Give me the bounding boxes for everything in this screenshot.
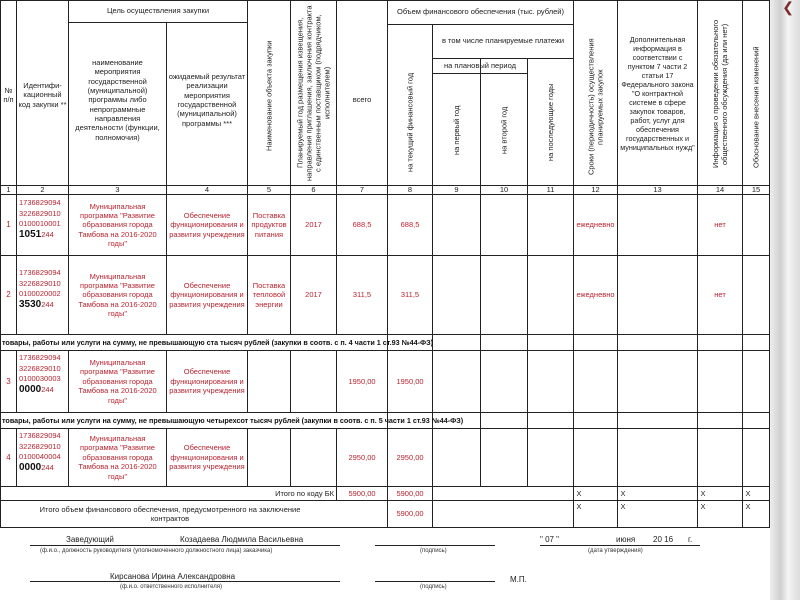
program-event-header: наименование мероприятия государственной (муниципальной) программы либо непрограммные направления деятельности (функции, полномочия) xyxy=(75,57,160,142)
rule xyxy=(16,428,17,486)
caption: (подпись) xyxy=(420,548,447,554)
rule xyxy=(290,350,291,412)
rule xyxy=(387,24,573,25)
row-number: 1 xyxy=(6,220,11,229)
signature-line xyxy=(30,581,340,582)
purchase-code: 1736829094 3226829010 0100040004 0000244 xyxy=(19,431,61,473)
date-year: 20 16 xyxy=(653,535,674,544)
rule xyxy=(290,428,291,486)
grand-total-label: Итого объем финансового обеспечения, предусмотренного на заключение контрактов xyxy=(39,504,301,523)
signature-line xyxy=(30,545,340,546)
program-name: Муниципальная программа "Развитие образования города Тамбова на 2016-2020 годы" xyxy=(78,271,157,319)
discussion: нет xyxy=(714,220,726,230)
col-num: 12 xyxy=(591,186,600,194)
current-year-amount: 2950,00 xyxy=(396,452,424,462)
finance-group-header: Объем финансового обеспечения (тыс. рублей) xyxy=(397,7,564,17)
row-number: 4 xyxy=(6,452,11,462)
rule xyxy=(68,428,69,486)
purchase-code-header: Идентифи-кационный код закупки ** xyxy=(18,80,67,109)
expected-result-header: ожидаемый результат реализации мероприятия государственной (муниципальной) программы *** xyxy=(168,71,246,128)
discussion: нет xyxy=(714,290,726,300)
grand-total: 5900,00 xyxy=(396,509,424,519)
purpose-group-header: Цель осуществления закупки xyxy=(106,6,210,16)
rule xyxy=(617,0,618,527)
rule xyxy=(166,22,167,334)
year-header: Планируемый год размещения извещения, направления приглашения, заключения контракта с единственным поставщиком (подрядчиком, исполнителем) xyxy=(295,5,332,181)
col-num: 13 xyxy=(653,186,662,194)
rule xyxy=(166,428,167,486)
head-position: Заведующий xyxy=(66,535,114,544)
periodicity: ежедневно xyxy=(576,220,615,230)
rule xyxy=(0,194,770,195)
rule xyxy=(0,0,770,1)
signature-line xyxy=(375,545,495,546)
signature-line xyxy=(375,581,495,582)
current-year-amount: 688,5 xyxy=(400,220,420,230)
x-mark: X xyxy=(620,502,626,512)
total-amount: 688,5 xyxy=(352,220,372,230)
rule xyxy=(0,412,770,413)
x-mark: X xyxy=(576,488,582,498)
purchase-object: Поставка тепловой энергии xyxy=(252,280,286,309)
row-number: 2 xyxy=(6,290,11,299)
planned-period-header: на плановый период xyxy=(444,61,516,71)
expected-result: Обеспечение функционирования и развития учреждения xyxy=(169,367,245,396)
planned-payments-header: в том числе планируемые платежи xyxy=(441,36,565,46)
additional-info-header: Дополнительная информация в соответствии с пунктом 7 части 2 статьи 17 Федерального закона "О контрактной системе в сфере закупок товаров, работ, услуг для обеспечения государственных и муниципальных нужд" xyxy=(620,34,695,152)
second-year-header: на второй год xyxy=(499,106,509,154)
change-reason-header: Обоснование внесения изменений xyxy=(751,46,761,168)
object-header: Наименование объекта закупки xyxy=(264,40,274,152)
x-mark: X xyxy=(700,502,706,512)
program-name: Муниципальная программа "Развитие образования города Тамбова на 2016-2020 годы" xyxy=(78,201,157,249)
purchase-code: 1736829094 3226829010 0100020002 3530244 xyxy=(19,268,61,310)
rule xyxy=(68,22,247,23)
program-name: Муниципальная программа "Развитие образования города Тамбова на 2016-2020 годы" xyxy=(78,434,157,481)
rule xyxy=(68,350,69,412)
col-num: 9 xyxy=(454,186,459,194)
section-title: товары, работы или услуги на сумму, не превышающую четырехсот тысяч рублей (закупки в соотв. с п. 5 части 1 ст.93 №44-ФЗ) xyxy=(2,416,464,425)
col-num: 6 xyxy=(311,186,316,194)
x-mark: X xyxy=(576,502,582,512)
current-year-header: на текущий финансовый год xyxy=(405,72,415,172)
rule xyxy=(16,0,17,334)
section-title: товары, работы или услуги на сумму, не превышающую ста тысяч рублей (закупки в соотв. с п. 4 части 1 ст.93 №44-ФЗ) xyxy=(2,338,434,347)
total-amount: 2950,00 xyxy=(348,452,376,462)
col-num: 10 xyxy=(499,186,509,194)
current-year-amount: 1950,00 xyxy=(396,376,424,386)
total-amount: 311,5 xyxy=(352,290,372,300)
year: 2017 xyxy=(305,220,322,230)
kbk-total-label: Итого по коду БК xyxy=(275,488,334,498)
col-num: 14 xyxy=(715,186,725,194)
executor-name: Кирсанова Ирина Александровна xyxy=(110,572,236,581)
x-mark: X xyxy=(745,488,751,498)
rule xyxy=(0,334,770,335)
rule xyxy=(166,350,167,412)
kbk-total: 5900,00 xyxy=(348,488,376,498)
caption: (подпись) xyxy=(420,584,447,590)
x-mark: X xyxy=(745,502,751,512)
total-header: всего xyxy=(352,95,372,105)
rule xyxy=(247,350,248,412)
col-num: 3 xyxy=(115,186,120,194)
expected-result: Обеспечение функционирования и развития учреждения xyxy=(169,210,245,239)
row-number: 3 xyxy=(6,376,11,386)
x-mark: X xyxy=(620,488,626,498)
current-year-amount: 311,5 xyxy=(400,290,420,300)
purchase-code: 1736829094 3226829010 0100010001 1051244 xyxy=(19,198,61,240)
col-num: 1 xyxy=(6,186,11,194)
col-num: 2 xyxy=(40,186,45,194)
program-name: Муниципальная программа "Развитие образования города Тамбова на 2016-2020 годы" xyxy=(78,358,157,405)
rule xyxy=(0,527,770,528)
first-year-header: на первый год xyxy=(452,105,461,155)
caption: (дата утверждения) xyxy=(588,548,643,554)
periodicity: ежедневно xyxy=(576,290,615,300)
caption: (ф.и.о. ответственного исполнителя) xyxy=(120,584,222,590)
year: 2017 xyxy=(305,290,322,300)
col-num: 15 xyxy=(751,186,761,194)
col-num: 7 xyxy=(359,186,365,194)
col-num: 4 xyxy=(204,186,210,194)
rule xyxy=(68,0,69,334)
public-discussion-header: Информация о проведении обязательного общественного обсуждения (да или нет) xyxy=(711,19,729,169)
purchase-code: 1736829094 3226829010 0100030003 0000244 xyxy=(19,353,61,395)
expected-result: Обеспечение функционирования и развития учреждения xyxy=(169,443,245,472)
purchase-object: Поставка продуктов питания xyxy=(251,210,287,239)
rule xyxy=(247,428,248,486)
date-line xyxy=(540,545,700,546)
x-mark: X xyxy=(700,488,706,498)
slide-edge xyxy=(770,0,800,600)
date-day: " 07 " xyxy=(540,535,560,544)
corner-chevron-icon: ❮ xyxy=(782,0,794,15)
total-amount: 1950,00 xyxy=(348,376,376,386)
date-suffix: г. xyxy=(688,535,693,544)
col-num: 11 xyxy=(546,186,555,194)
following-years-header: на последующие годы xyxy=(546,83,555,161)
col-num: 8 xyxy=(407,186,413,194)
col-number-header: № п/п xyxy=(3,85,14,104)
stamp-place: М.П. xyxy=(510,575,527,584)
periodicity-header: Сроки (периодичность) осуществления планируемых закупок xyxy=(586,38,605,176)
date-month: июня xyxy=(616,535,636,544)
kbk-current: 5900,00 xyxy=(396,488,424,498)
rule xyxy=(16,350,17,412)
col-num: 5 xyxy=(266,186,272,194)
caption: (ф.и.о., должность руководителя (уполномоченного должностного лица) заказчика) xyxy=(40,548,273,554)
expected-result: Обеспечение функционирования и развития учреждения xyxy=(169,280,245,309)
head-name: Козадаева Людмила Васильевна xyxy=(180,535,304,544)
